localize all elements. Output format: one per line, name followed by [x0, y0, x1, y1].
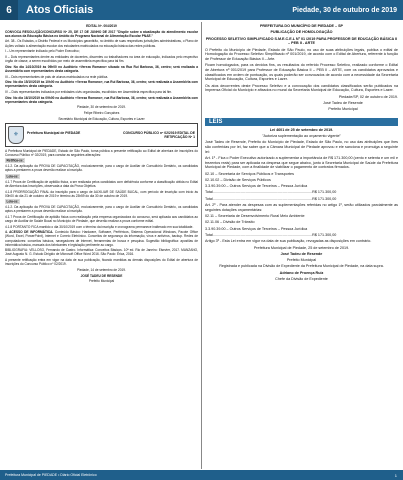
paragraph: Os atos decorrentes deste Processo Seletivo e a convocação dos candidatos classificados serão publicados na Imprensa Oficial do Município e afixados no mural da Secretaria Municipal de Educação, Cultura, Esportes e Lazer. — [205, 83, 398, 93]
coat-of-arms-icon: ⚜ — [8, 126, 24, 144]
convocation-title: CONVOCA RESOLUÇÃO/CONCURSO Nº 25, DE 17 DE JUNHO DE 2017 "Dispõe sobre a atualização do atendimento escolar aos alunos da Educação Básica no âmbito do Programa Nacional de Alimentação Escolar PNAE." — [5, 29, 198, 38]
section-title: Atos Oficiais — [26, 4, 94, 16]
box-organization: Prefeitura Municipal de PIEDADE — [27, 130, 81, 135]
subsection-title: 4. ACESSO DE INFORMÁTICA. — [5, 230, 54, 235]
signatory-role: Prefeito Municipal — [328, 107, 358, 112]
budget-line: 3.3.90.39.00 – Outros Serviços de Terceiros – Pessoa Jurídica — [205, 226, 308, 231]
footer-text: Prefeitura Municipal de PIEDADE • Diário Oficial Eletrônico — [5, 473, 97, 477]
paragraph: Ficam homologados, para os devidos fins, os resultados do referido Processo Seletivo, realizado conforme o Edital de Abertura nº 001/2019 para Professor de Educação Básica II – PEB II – ARTE, com os candidatos aprovados e classificados em ordem de pontuação, os quais poderão ser convocados de acordo com a necessidade da Secretaria Municipal de Educação, Cultura, Esportes e Lazer. — [205, 63, 398, 82]
header-date: Piedade, 30 de outubro de 2019 — [292, 6, 397, 14]
article: Art. 2º - Para atender as despesas com as suplementações referidas no artigo 1º, serão utilizados parcialmente as seguintes dotações orçamentárias: — [205, 203, 398, 212]
prefecture-title: PREFEITURA DO MUNICÍPIO DE PIEDADE – SP — [259, 24, 344, 28]
box-title: CONCURSO PÚBLICO nº 02/2019 EDITAL DE RETIFICAÇÃO Nº 1 — [123, 130, 195, 139]
left-column — [5, 24, 198, 285]
budget-line: 02.10.02 – Divisão de Serviços Públicos — [205, 177, 271, 182]
page-footer — [0, 470, 403, 480]
budget-line: 02.11.06 – Divisão de Trânsito — [205, 220, 255, 225]
date-line: Prefeitura Municipal de Piedade, 25 de setembro de 2019. — [253, 245, 350, 250]
budget-line: 3.3.90.39.00 – Outros Serviços de Terceiros – Pessoa Jurídica — [205, 184, 308, 189]
column-divider — [201, 22, 202, 469]
budget-total: Total.................................................................................................R$ 171.300,00 — [205, 190, 337, 195]
assembly-note: Obs: No dia 16/10/2019 às 09h00 no Auditório «Vereza Romano», rua Rui Barbosa, 36, centro; será realizada a Assembléia com representantes desta categoria. — [5, 95, 198, 104]
paragraph: 4.1.2. Da aplicação da PROVA DE CAPACITAÇÃO, exclusivamente, para o cargo de Auxiliar de Consultório Dentário, os candidatos aptos a prestarem a prova deverão realizar a inscrição. — [5, 164, 198, 173]
law-title: Lei 4601 de 25 de setembro de 2019. — [269, 127, 334, 132]
publication-title: PUBLICAÇÃO DE HOMOLOGAÇÃO — [270, 30, 333, 35]
paragraph: O Prefeito do Município de Piedade, Estado de São Paulo, no uso de suas atribuições legais, publica o edital de Homologação do Processo Seletivo Simplificado nº 001/2019, de acordo com o Edital de Abertura, referente à função de Professor de Educação Básica II – Arte. — [205, 47, 398, 61]
budget-total: Total.................................................................................................R$ 171.300,00 — [205, 232, 337, 237]
paragraph: 4.1.8 PORTANTO FICA mantido o dia 30/10/2019 com o término da inscrição e cronograma permanece inalterado em sua totalidade. — [5, 224, 194, 229]
assembly-note: Obs: No dia 15/10/2019 às 10h00 no Auditório «Vereza Romano», rua Rui Barbosa, 36, centro; será realizada a Assembléia com representantes desta categoria. — [5, 80, 198, 89]
publication-note: Registrada e publicada na Divisão de Expediente da Prefeitura Municipal de Piedade, na data supra. — [219, 264, 384, 269]
paragraph: I – Um representante indicado pelo Poder Executivo; — [5, 49, 80, 54]
bibliography: BIBLIOGRAFIA: VELLOSO, Fernando de Castro. Informática: Conceitos Básicos. 10ª ed. Rio de Janeiro: Elsevier, 2017. MANZANO, José Augusto N. G. Estudo Dirigido de Microsoft Office Word 2016. São Paulo: Érica, 2016. — [5, 248, 198, 257]
paragraph: IV – Dois representantes indicados por entidades civis organizadas, escolhidos em Assembleia específica para tal fim. — [5, 89, 173, 94]
notice-header-box — [5, 123, 198, 147]
assembly-note: Obs: No dia 14/10/2019 às 09h00 no Auditório «Vereza Romano» situado na Rua Rui Barbosa, 36, centro; será realizada a Assembléia com representantes desta categoria. — [5, 64, 198, 73]
paragraph: Art. 38 - Os Estados, o Distrito Federal e os Municípios garantirão, no âmbito de suas respectivas jurisdições administrativas, o Plano de Ações voltado à alimentação escolar dos estudantes matriculados na educação básica das redes públicas. — [5, 39, 198, 48]
budget-line: 02.11 – Secretaria de Desenvolvimento Rural Meio Ambiente — [205, 214, 305, 219]
budget-line: 02.10 – Secretaria de Serviços Públicos e Transportes — [205, 171, 294, 176]
signatory-name: JOSÉ TADEU DE RESENDE — [80, 273, 123, 278]
paragraph: A presente retificação entra em vigor na data de sua publicação, ficando mantidas as demais disposições do Edital de abertura de inscrições do Concurso Público nº 02/2019. — [5, 258, 198, 267]
article: Artigo 3º - Esta Lei entra em vigor na data de sua publicação, revogadas as disposições em contrário. — [205, 239, 372, 244]
paragraph: 4.1.7 Prova de Certificação de aptidão física com realização pela empresa organizadora do concurso, será aplicada aos candidatos ao cargo de Auxiliar de Saúde Bucal no Município de Piedade, que deverão realizar a prova conforme edital. — [5, 214, 198, 223]
date-line: Piedade, 14 de setembro de 2019. — [77, 267, 126, 272]
signatory-role: Prefeito Municipal — [88, 279, 115, 284]
paragraph: III – Dois representantes de pais de alunos matriculados na rede pública. — [5, 74, 109, 79]
leia-se-label: Leia-se: — [6, 174, 19, 179]
paragraph: 4.1.8 PRORROGAÇÃO FINAL da inscrição para o cargo de AUXILIAR DE SAÚDE BUCAL, com período de inscrição com início às 00h00 do dia 21 de outubro de 2019 e término às 23h59 do dia 30 de outubro de 2019. — [5, 189, 198, 198]
retifica-label: Retifica-se: — [6, 158, 24, 163]
article: Art. 1º - Fica o Poder Executivo autorizado a suplementar a importância de R$ 171.300,00 (cento e setenta e um mil e trezentos reais) para ser aplicada na despesa que segue abaixo, junto à Secretaria Municipal de Saúde da Prefeitura Municipal de Piedade, com a finalidade de viabilizar o pagamento de contratos firmados. — [205, 155, 398, 170]
date-line: Piedade, 30 de setembro de 2019. — [77, 105, 126, 110]
right-column — [205, 24, 398, 283]
footer-page: 1 — [394, 472, 397, 478]
law-subtitle: "Autoriza suplementação ao orçamento vigente" — [262, 133, 341, 138]
page-number: 6 — [0, 0, 18, 20]
page-header — [0, 0, 403, 20]
signatory-name: Adriano de Proença Ruiz — [279, 270, 324, 275]
paragraph: José Tadeu de Resende, Prefeito do Município de Piedade, Estado de São Paulo, no uso das atribuições que lhes são conferidas por lei, faz saber que a Câmara Municipal de Piedade aprovou e ele sanciona e promulga a seguinte lei: — [205, 140, 398, 154]
signatory-name: Felipe Ribeiro Gonçalves — [83, 111, 120, 116]
budget-total: Total.................................................................................................R$ 171.300,00 — [205, 196, 337, 201]
date-line: Piedade/SP, 02 de outubro de 2019. — [338, 94, 398, 99]
leia-se-label: Leia-se: — [6, 199, 19, 204]
leis-section-header: LEIS — [205, 118, 398, 126]
signatory-role: Prefeito Municipal — [286, 258, 317, 263]
paragraph: II – Dois representantes dentre as entidades de docentes, discentes ou trabalhadores na área de educação, indicados pelo respectivo órgão de classe, a serem escolhidos por meio de assembleia específica para tal fim. — [5, 54, 198, 64]
paragraph: Conteúdo Básico: Hardware, Software, Periféricos, Sistema Operacional Windows, Pacote Office (Word, Excel, PowerPoint), Internet e Correio Eletrônico. Conceitos de segurança da informação, vírus e antivírus, backup. Redes de computadores: conceitos básicos, navegadores de Internet, ferramentas de busca e pesquisa. Sugestão bibliográfica: apostilas de informática básica, manuais dos fabricantes e legislação pertinente ao cargo. — [5, 230, 198, 247]
paragraph: 4.1.2. Da aplicação da PROVA DE CAPACITAÇÃO, exclusivamente, para o cargo de Auxiliar de Consultório Dentário, os candidatos aptos a prestarem a prova deverão realizar a inscrição. — [5, 205, 198, 214]
signatory-name: José Tadeu de Resende — [280, 251, 323, 256]
paragraph: 4.1.7 Prova de Certificação de aptidão física, a ser realizada pelos candidatos com deficiência conforme a classificação obtida no Edital de Abertura das Inscrições, observada a data da Prova Objetiva. — [5, 179, 198, 188]
edital-number: EDITAL Nº. 004/2019 — [86, 24, 117, 28]
signatory-role: Secretário Municipal de Educação, Cultura, Esportes e Lazer — [58, 116, 145, 121]
paragraph: A Prefeitura Municipal de PIEDADE, Estado de São Paulo, torna pública a presente retificação ao Edital de abertura de inscrições do Concurso Público nº 02/2019, para constar as seguintes alterações: — [5, 148, 198, 157]
signatory-name: José Tadeu de Resende — [323, 101, 363, 105]
process-title: PROCESSO SELETIVO SIMPLIFICADO S.M.E.C.E.L Nº 01 /2019 PARA PROFESSOR DE EDUCAÇÃO BÁSICA II – PEB II - ARTE — [205, 36, 398, 46]
signatory-role: Chefe da Divisão de Expediente — [275, 277, 328, 282]
